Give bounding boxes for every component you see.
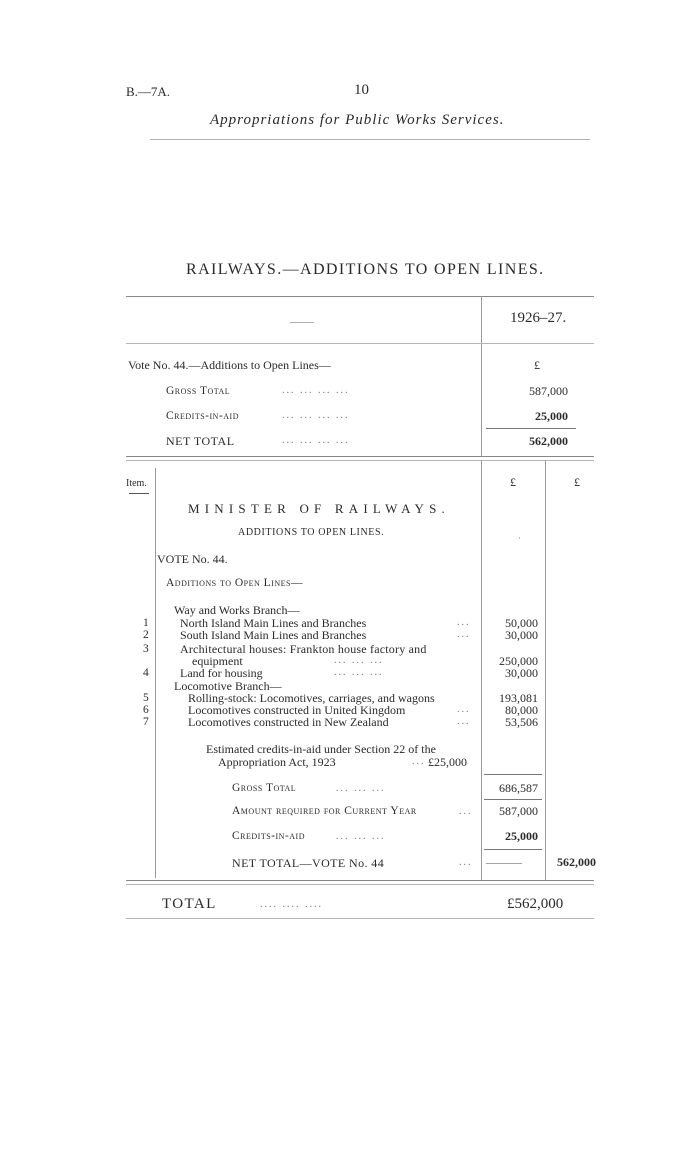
summary-net-value: 562,000 [529,434,568,448]
net-total-label: NET TOTAL—VOTE No. 44 [232,856,385,870]
summary-column-divider [481,296,482,456]
grand-total-dots: .... .... .... [260,899,323,910]
item-description: North Island Main Lines and Branches [180,616,367,630]
item-number: 2 [143,629,149,641]
detail-bottom-rule [126,880,594,881]
summary-credits-value: 25,000 [535,409,568,423]
detail-top-rule [126,456,594,457]
vote-line: Vote No. 44.—Additions to Open Lines— [128,358,331,372]
amount-required-value: 587,000 [499,804,538,818]
amount-required-label: Amount required for Current Year [232,805,417,817]
stray-dot: · [518,533,521,543]
minister-heading: MINISTER OF RAILWAYS. [188,501,450,516]
credits-in-aid-value: 25,000 [505,829,538,843]
item-number: 5 [143,692,149,704]
vote-number: VOTE No. 44. [157,552,228,566]
net-total-value: 562,000 [557,855,596,869]
vote-title: Additions to Open Lines— [166,577,303,589]
summary-gross-value: 587,000 [529,384,568,398]
item-description: Locomotives constructed in New Zealand [188,715,389,729]
item-column-header: Item. [126,478,147,489]
detail-currency-2: £ [574,475,580,489]
item-number: 4 [143,667,149,679]
item-amount: 30,000 [505,666,538,680]
footer-rule [126,918,594,919]
item-description: Land for housing [180,666,263,680]
item-description: Locomotives constructed in United Kingdom [188,703,406,717]
summary-gross-label: Gross Total [166,385,231,397]
item-amount: 53,506 [505,715,538,729]
summary-year-header: 1926–27. [510,310,567,326]
estimated-credits-amount: £25,000 [428,755,467,769]
gross-total-value: 686,587 [499,781,538,795]
running-title: Appropriations for Public Works Services. [210,112,505,128]
estimated-credits-dots: ... [412,756,426,767]
grand-total-label: TOTAL [162,896,217,912]
item-dots: ... [457,704,471,715]
amount-required-dots: ... [459,806,473,817]
net-total-dash: ——— [486,855,522,869]
way-works-branch: Way and Works Branch— [174,603,300,617]
estimated-credits-line-2: Appropriation Act, 1923 [218,755,336,769]
item-amount: 250,000 [499,654,538,668]
credits-in-aid-label: Credits-in-aid [232,830,305,842]
item-amount: 193,081 [499,691,538,705]
item-dots: ... [457,629,471,640]
summary-header-rule [126,343,594,344]
item-dots: ... ... ... [334,667,384,678]
item-number: 7 [143,716,149,728]
sub-heading: ADDITIONS TO OPEN LINES. [238,527,385,538]
summary-currency: £ [534,358,540,372]
summary-sum-rule [486,428,576,429]
section-title: RAILWAYS.—ADDITIONS TO OPEN LINES. [186,261,545,278]
total-column-divider [545,460,546,880]
item-number: 1 [143,617,149,629]
locomotive-branch: Locomotive Branch— [174,679,282,693]
credits-rule [484,849,542,850]
item-amount: 50,000 [505,616,538,630]
amount-column-divider [481,460,482,880]
credits-in-aid-dots: ... ... ... [336,831,386,842]
summary-net-dots: ... ... ... ... [282,435,350,446]
header-rule [150,139,590,140]
summary-credits-label: Credits-in-aid [166,410,239,422]
item-dots: ... [457,617,471,628]
gross-total-label: Gross Total [232,782,297,794]
summary-blank-header: —— [290,314,314,328]
item-amount: 30,000 [505,628,538,642]
item-column-divider [155,468,156,878]
summary-top-rule [126,296,594,297]
item-description: Architectural houses: Frankton house factory and [180,642,427,656]
detail-currency-1: £ [510,475,516,489]
page-number: 10 [354,82,369,98]
detail-bottom-rule-2 [126,884,594,885]
subtotal-rule [484,774,542,775]
estimated-credits-line-1: Estimated credits-in-aid under Section 22 of the [206,742,436,756]
summary-credits-dots: ... ... ... ... [282,410,350,421]
summary-gross-dots: ... ... ... ... [282,385,350,396]
item-header-underline [129,493,149,494]
net-total-dots: ... [459,857,473,868]
gross-total-rule [484,799,542,800]
item-dots: ... ... ... [334,655,384,666]
grand-total-value: £562,000 [507,896,564,912]
document-reference: B.—7A. [126,84,171,99]
item-description-continued: equipment [192,654,243,668]
item-number: 6 [143,704,149,716]
item-description: Rolling-stock: Locomotives, carriages, and wagons [188,691,435,705]
gross-total-dots: ... ... ... [336,783,386,794]
item-description: South Island Main Lines and Branches [180,628,367,642]
item-number: 3 [143,643,149,655]
item-dots: ... [457,716,471,727]
summary-net-label: NET TOTAL [166,434,235,448]
item-amount: 80,000 [505,703,538,717]
detail-top-rule-2 [126,460,594,461]
